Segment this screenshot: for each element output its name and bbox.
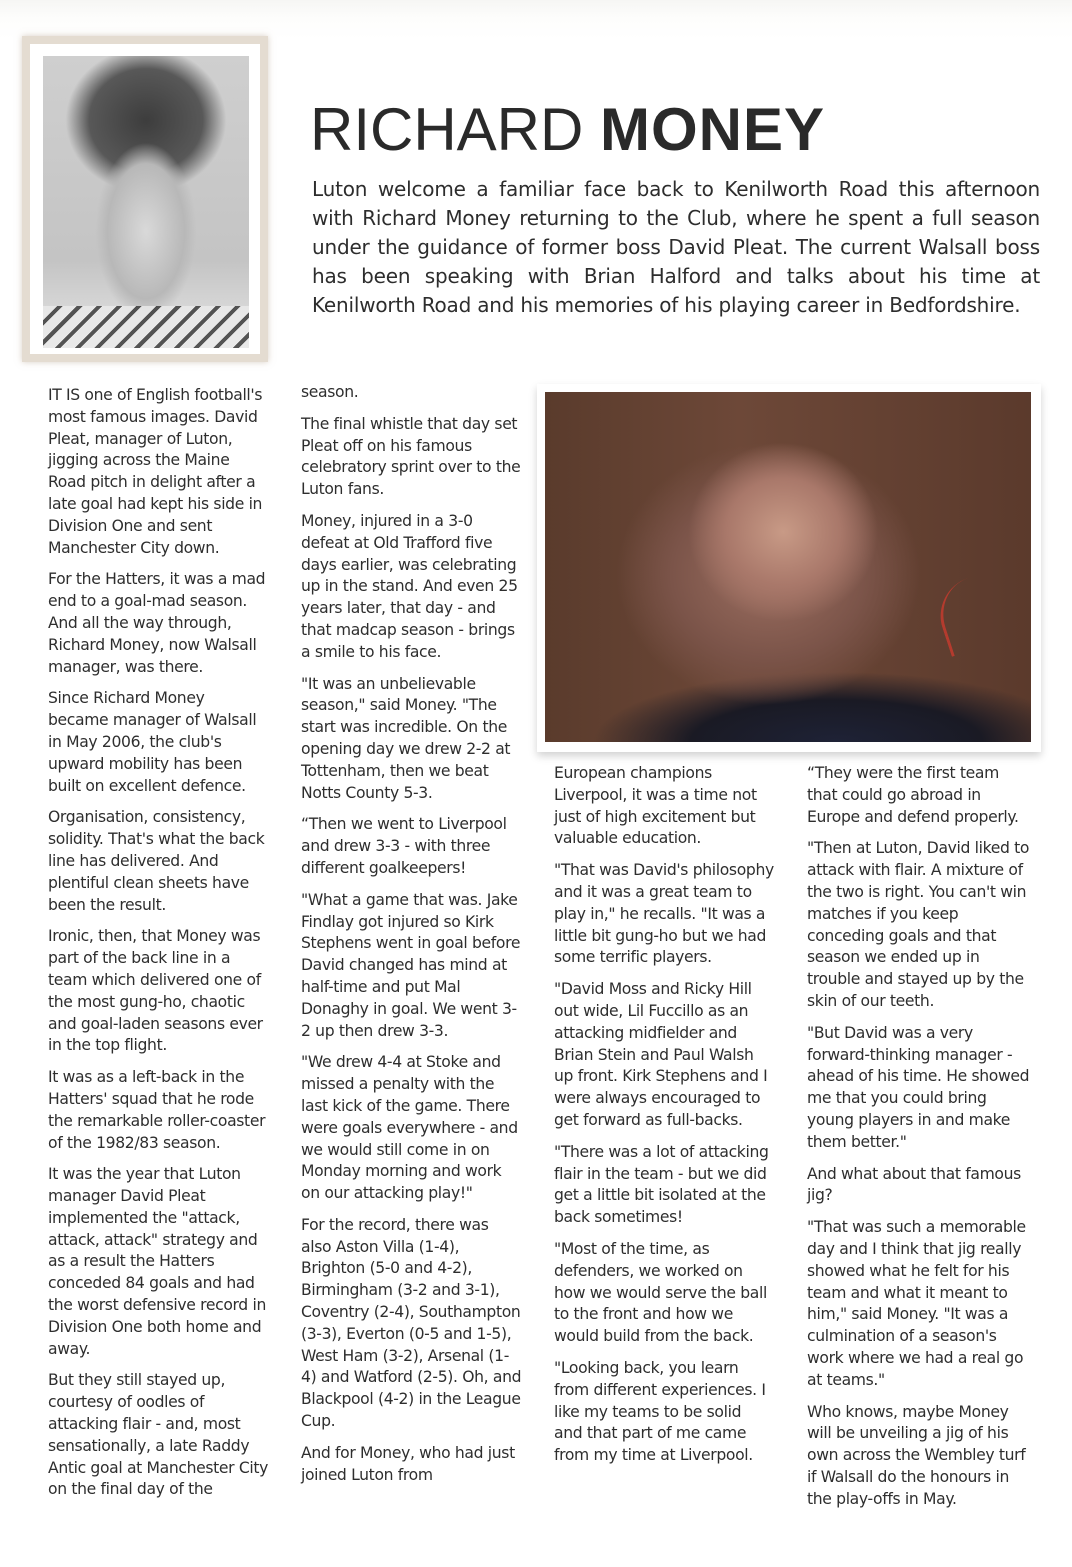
paragraph: "That was such a memorable day and I think that jig really showed what he felt for his team and what it meant to him," said Money. "It was a culmination of a season's work where we had a real go at teams.": [807, 1218, 1026, 1389]
paragraph: "That was David's philosophy and it was a great team to play in," he recalls. "It was a little bit gung-ho but we had some terrific players.: [554, 861, 774, 967]
article-column-2: [301, 382, 523, 1496]
article-column-3: [554, 763, 774, 1477]
paragraph: Organisation, consistency, solidity. That's what the back line has delivered. And plentiful clean sheets have been the result.: [48, 808, 265, 914]
title-last-name: MONEY: [600, 96, 826, 163]
paragraph: "There was a lot of attacking flair in the team - but we did get a little bit isolated at the back sometimes!: [554, 1142, 769, 1227]
portrait-frame: [22, 36, 268, 362]
manager-closeup-photo: [545, 392, 1031, 742]
paragraph: IT IS one of English football's most famous images. David Pleat, manager of Luton, jigging across the Maine Road pitch in delight after a late goal had kept his side in Division One and sent Manchester City down.: [48, 386, 263, 557]
paragraph: Money, injured in a 3-0 defeat at Old Trafford five days earlier, was celebrating up in the stand. And even 25 years later, that day - and that madcap season - brings a smile to his face.: [301, 511, 518, 661]
paragraph: “Then we went to Liverpool and drew 3-3 - with three different goalkeepers!: [301, 815, 507, 877]
paragraph: Who knows, maybe Money will be unveiling a jig of his own across the Wembley turf if Walsall do the honours in the play-offs in May.: [807, 1402, 1026, 1508]
paragraph: And what about that famous jig?: [807, 1164, 1021, 1205]
paragraph: European champions Liverpool, it was a time not just of high excitement but valuable education.: [554, 764, 757, 848]
paragraph: season.: [301, 383, 359, 401]
article-standfirst: Luton welcome a familiar face back to Kenilworth Road this afternoon with Richard Money returning to the Club, where he spent a full season under the guidance of former boss David Pleat. The current Walsall boss has been speaking with Brian Halford and talks about his time at Kenilworth Road and his memories of his playing career in Bedfordshire.: [312, 177, 1040, 317]
jacket-collar-piping: [930, 577, 993, 657]
player-portrait-photo: [43, 56, 249, 348]
manager-photo-frame: [537, 384, 1041, 752]
article-column-4: [807, 763, 1032, 1521]
paragraph: And for Money, who had just joined Luton from: [301, 1443, 515, 1484]
paragraph: "Looking back, you learn from different experiences. I like my teams to be solid and that part of me came from my time at Liverpool.: [554, 1358, 766, 1465]
paragraph: For the Hatters, it was a mad end to a goal-mad season. And all the way through, Richard Money, now Walsall manager, was there.: [48, 570, 266, 676]
title-first-name: RICHARD: [310, 96, 584, 163]
paragraph: It was as a left-back in the Hatters' squad that he rode the remarkable roller-coaster of the 1982/83 season.: [48, 1068, 266, 1152]
paragraph: The final whistle that day set Pleat off on his famous celebratory sprint over to the Luton fans.: [301, 414, 521, 499]
striped-shirt-collar: [43, 306, 249, 348]
paragraph: "We drew 4-4 at Stoke and missed a penalty with the last kick of the game. There were goals everywhere - and we would still come in on Monday morning and work on our attacking play!": [301, 1053, 518, 1203]
paragraph: Ironic, then, that Money was part of the back line in a team which delivered one of the most gung-ho, chaotic and goal-laden seasons ever in the top flight.: [48, 927, 263, 1055]
paragraph: Since Richard Money became manager of Walsall in May 2006, the club's upward mobility has been built on excellent defence.: [48, 689, 257, 795]
article-title: [310, 94, 825, 166]
paragraph: "Most of the time, as defenders, we worked on how we would serve the ball to the front and how we would build from the back.: [554, 1239, 767, 1346]
paragraph: "It was an unbelievable season," said Money. "The start was incredible. On the opening day we drew 2-2 at Tottenham, then we beat Notts County 5-3.: [301, 674, 511, 802]
paragraph: "Then at Luton, David liked to attack with flair. A mixture of the two is right. You can't win matches if you keep conceding goals and that season we ended up in trouble and stayed up by the skin of our teeth.: [807, 839, 1030, 1010]
paragraph: "What a game that was. Jake Findlay got injured so Kirk Stephens went in goal before David changed has mind at half-time and put Mal Donaghy in goal. We went 3-2 up then drew 3-3.: [301, 890, 521, 1040]
article-column-1: [48, 385, 268, 1511]
portrait-mat: [30, 44, 260, 354]
paragraph: “They were the first team that could go abroad in Europe and defend properly.: [807, 764, 1019, 826]
paragraph: But they still stayed up, courtesy of oodles of attacking flair - and, most sensationally, a late Raddy Antic goal at Manchester City on the final day of the: [48, 1371, 268, 1499]
paragraph: "David Moss and Ricky Hill out wide, Lil Fuccillo as an attacking midfielder and Brian Stein and Paul Walsh up front. Kirk Stephens and I were always encouraged to get forward as full-backs.: [554, 980, 768, 1129]
paragraph: For the record, there was also Aston Villa (1-4), Brighton (5-0 and 4-2), Birmingham (3-2 and 3-1), Coventry (2-4), Southampton (3-3), Everton (0-5 and 1-5), West Ham (3-2), Arsenal (1-4) and Watford (2-5). Oh, and Blackpool (4-2) in the League Cup.: [301, 1215, 522, 1431]
paragraph: It was the year that Luton manager David Pleat implemented the "attack, attack, attack" strategy and as a result the Hatters conceded 84 goals and had the worst defensive record in Division One both home and away.: [48, 1165, 266, 1358]
paragraph: "But David was a very forward-thinking manager - ahead of his time. He showed me that you could bring young players in and make them better.": [807, 1023, 1030, 1151]
